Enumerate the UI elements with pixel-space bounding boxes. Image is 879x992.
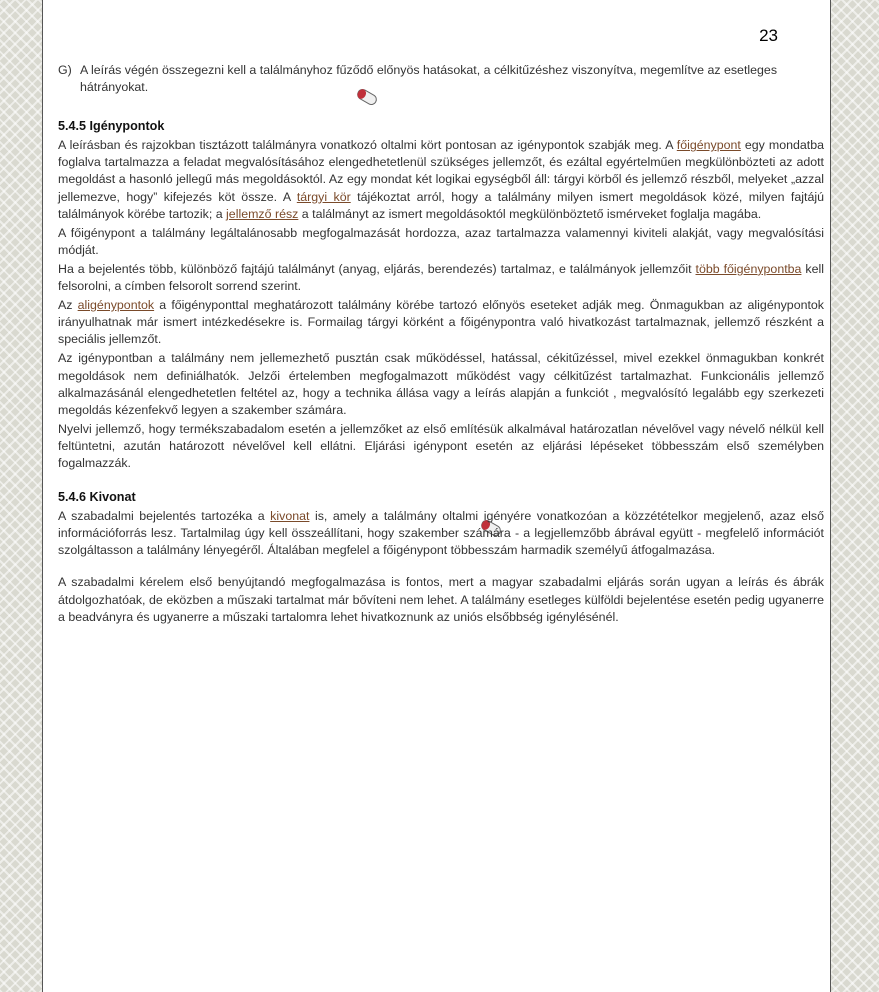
text-run: Az <box>58 298 78 313</box>
paragraph <box>58 297 824 348</box>
underlined-term[interactable]: kivonat <box>270 509 310 524</box>
text-run: a találmányt az ismert megoldásoktól megkülönböztető ismérveket foglalja magába. <box>298 206 762 221</box>
document-page <box>42 0 831 992</box>
text-run: kell felsorolni, a címben felsorolt sorrend szerint. <box>58 261 824 294</box>
text-run: A leírásban és rajzokban tisztázott találmányra vonatkozó oltalmi kört pontosan az igénypontok szabják meg. A <box>58 138 677 153</box>
list-item-letter: G) <box>58 63 72 77</box>
document-body <box>58 62 824 626</box>
paragraph: A főigénypont a találmány legáltalánosabb megfogalmazását hordozza, azaz tartalmazza valamennyi kiviteli alakját, vagy megvalósítási módját. <box>58 225 824 257</box>
paragraph: Nyelvi jellemző, hogy termékszabadalom esetén a jellemzőket az első említésük alkalmával határozatlan névelővel vagy névelő nélkül kell feltüntetni, azután határozott névelővel kell ellátni. Eljárási igénypont esetén az eljárási lépéseket többesszám első személyben fogalmazzák. <box>58 421 824 470</box>
paragraph <box>58 508 824 559</box>
underlined-term[interactable]: jellemző rész <box>226 206 299 221</box>
paragraph: Az igénypontban a találmány nem jellemezhető pusztán csak működéssel, hatással, cékitűzéssel, mivel ezekkel önmagukban konkrét megoldások nem definiálhatók. Jelzői értelemben megfogalmazott működést vagy célkitűzést tartalmazhat. Funkcionális jellemző alkalmazásánál elengedhetetlen feltétel az, hogy a technika állása vagy a leírás alapján a funkciót , megvalósító legalább egy szerkezeti megoldás kézenfekvő legyen a szakember számára. <box>58 351 824 417</box>
list-item-text: A leírás végén összegezni kell a találmányhoz fűződő előnyös hatásokat, a célkitűzéshez viszonyítva, megemlítve az esetleges hátrányokat. <box>80 63 778 95</box>
text-run: a főigényponttal meghatározott találmány körébe tartozó előnyös eseteket adják meg. Önmagukban az aligénypontok irányulhatnak már ismert intézkedésekre is. Formailag tárgyi körként a főigénypontra való hivatkozást tartalmaznak, jellemző részként a speciális jellemzőt. <box>58 298 825 347</box>
underlined-term[interactable]: tárgyi kör <box>296 189 351 204</box>
underlined-term[interactable]: aligénypontok <box>77 298 155 313</box>
text-run: egy mondatba foglalva tartalmazza a feladat megvalósításához elengedhetetlenül szükséges jellemzőt, és ezáltal egyértelműen megkülönbözteti az adott megoldást a hasonló jellegű más megoldásoktól. Az egy mondat két logikai egységből áll: tárgyi körből és jellemző részből, melyeket „azzal jellemezve, hogy” kifejezés köt össze. A <box>58 138 824 204</box>
paragraph <box>58 261 824 295</box>
text-run: A szabadalmi bejelentés tartozéka a <box>58 509 271 524</box>
underlined-term[interactable]: főigénypont <box>676 138 741 153</box>
text-run: is, amely a találmány oltalmi igényére vonatkozóan a közzétételkor megjelenő, azaz első információforrás lesz. Tartalmilag úgy kell összeállítani, hogy szakember számára - a legjellemzőbb ábrával együtt - megfelelő információt szolgáltasson a találmány lényegéről. Általában megfelel a főigénypont többesszám harmadik személyű átfogalmazása. <box>58 509 824 558</box>
page-number: 23 <box>759 26 778 45</box>
underlined-term[interactable]: több főigénypontba <box>695 261 802 276</box>
section-heading-igenypontok: 5.4.5 Igénypontok <box>58 119 165 134</box>
section-heading-kivonat: 5.4.6 Kivonat <box>58 490 136 505</box>
paragraph <box>58 137 824 222</box>
text-run: tájékoztat arról, hogy a találmány milyen ismert megoldások közé, milyen fajtájú találmányok körébe tartozik; a <box>58 189 824 221</box>
list-item-g <box>58 62 824 96</box>
text-run: Ha a bejelentés több, különböző fajtájú találmányt (anyag, eljárás, berendezés) tartalmaz, e találmányok jellemzőit <box>58 261 696 276</box>
paragraph: A szabadalmi kérelem első benyújtandó megfogalmazása is fontos, mert a magyar szabadalmi eljárás során ugyan a leírás és ábrák átdolgozhatóak, de eközben a műszaki tartalmat már bővíteni nem lehet. A találmány esetleges külföldi bejelentése esetén pedig ugyanerre a beadványra és ugyanerre a műszaki tartalomra lehet hivatkoznunk az uniós elsőbbség igénylésénél. <box>58 575 824 624</box>
